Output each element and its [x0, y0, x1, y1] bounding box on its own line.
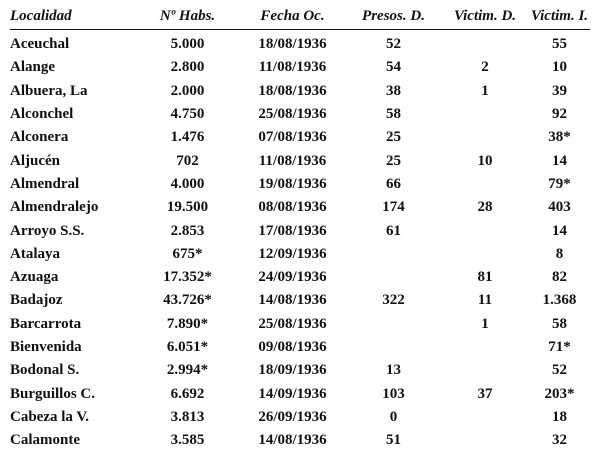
cell-fecha: 14/08/1936	[258, 292, 327, 309]
cell-habitantes: 19.500	[166, 199, 209, 216]
cell-habitantes: 4.750	[170, 106, 205, 123]
cell-victimas-i: 14	[552, 152, 567, 169]
cell-fecha: 25/08/1936	[258, 315, 327, 332]
cell-fecha: 14/09/1936	[258, 385, 327, 402]
cell-habitantes: 1.476	[170, 129, 205, 146]
cell-localidad: Badajoz	[10, 292, 63, 309]
cell-victimas-i: 8	[555, 245, 564, 262]
cell-presos: 38	[386, 82, 401, 99]
table-row	[10, 406, 590, 429]
cell-habitantes: 4.000	[170, 175, 205, 192]
header-localidad: Localidad	[10, 8, 72, 24]
cell-localidad: Almendral	[10, 175, 80, 192]
cell-fecha: 18/08/1936	[258, 82, 327, 99]
table-row	[10, 429, 590, 452]
cell-localidad: Alconchel	[10, 106, 74, 123]
header-victimas-d: Victim. D.	[453, 8, 517, 24]
table-header	[10, 6, 590, 27]
cell-victimas-d: 10	[477, 152, 493, 169]
cell-localidad: Burguillos C.	[10, 385, 96, 402]
cell-habitantes: 2.994*	[166, 362, 209, 379]
cell-fecha: 24/09/1936	[258, 269, 327, 286]
cell-localidad: Azuaga	[10, 269, 59, 286]
cell-localidad: Arroyo S.S.	[10, 222, 85, 239]
cell-habitantes: 5.000	[170, 36, 205, 53]
table-row	[10, 313, 590, 336]
cell-presos: 25	[386, 152, 401, 169]
cell-presos: 322	[382, 292, 405, 309]
cell-victimas-i: 71*	[548, 339, 571, 355]
cell-victimas-d: 2	[481, 59, 489, 76]
cell-localidad: Barcarrota	[10, 315, 82, 332]
header-divider	[10, 29, 590, 30]
cell-localidad: Cabeza la V.	[10, 408, 90, 425]
header-victimas-i: Victim. I.	[530, 8, 589, 24]
cell-presos: 66	[386, 175, 401, 192]
cell-victimas-i: 79*	[548, 175, 571, 192]
cell-victimas-d: 1	[481, 315, 489, 332]
cell-victimas-i: 82	[552, 269, 567, 286]
cell-victimas-i: 38*	[548, 129, 571, 146]
cell-habitantes: 6.051*	[166, 339, 209, 355]
table-row	[10, 126, 590, 149]
table-row	[10, 173, 590, 196]
cell-habitantes: 2.000	[170, 82, 205, 99]
cell-habitantes: 17.352*	[163, 269, 212, 286]
cell-habitantes: 2.853	[170, 222, 205, 239]
cell-victimas-d: 81	[477, 269, 493, 286]
cell-fecha: 14/08/1936	[258, 432, 327, 449]
cell-victimas-d: 37	[477, 385, 493, 402]
cell-victimas-i: 52	[552, 362, 567, 379]
cell-victimas-i: 18	[552, 408, 567, 425]
cell-fecha: 11/08/1936	[258, 152, 327, 169]
cell-victimas-d: 28	[477, 199, 493, 216]
cell-localidad: Bodonal S.	[10, 362, 80, 379]
cell-presos: 13	[386, 362, 401, 379]
table-row	[10, 80, 590, 103]
cell-victimas-i: 203*	[544, 385, 575, 402]
table-row	[10, 149, 590, 172]
table-row	[10, 359, 590, 382]
cell-habitantes: 7.890*	[166, 315, 209, 332]
cell-habitantes: 3.813	[170, 408, 205, 425]
table-row	[10, 336, 590, 359]
cell-fecha: 18/09/1936	[258, 362, 327, 379]
cell-habitantes: 3.585	[170, 432, 205, 449]
cell-victimas-i: 32	[552, 432, 567, 449]
cell-localidad: Alconera	[10, 129, 69, 146]
table-row	[10, 196, 590, 219]
cell-presos: 174	[382, 199, 405, 216]
cell-fecha: 12/09/1936	[258, 245, 327, 262]
cell-presos: 58	[386, 106, 401, 123]
cell-victimas-d: 11	[477, 292, 493, 309]
cell-localidad: Bienvenida	[10, 339, 82, 355]
cell-fecha: 08/08/1936	[258, 199, 327, 216]
cell-habitantes: 702	[176, 152, 199, 169]
cell-presos: 52	[386, 36, 401, 53]
cell-presos: 54	[386, 59, 401, 76]
cell-fecha: 19/08/1936	[258, 175, 327, 192]
table-row	[10, 243, 590, 266]
cell-habitantes: 43.726*	[163, 292, 212, 309]
cell-localidad: Atalaya	[10, 245, 60, 262]
cell-fecha: 26/09/1936	[258, 408, 327, 425]
cell-fecha: 25/08/1936	[258, 106, 327, 123]
table-row	[10, 56, 590, 79]
cell-habitantes: 675*	[172, 245, 203, 262]
cell-presos: 103	[382, 385, 405, 402]
cell-victimas-i: 39	[552, 82, 567, 99]
cell-habitantes: 2.800	[170, 59, 205, 76]
cell-fecha: 18/08/1936	[258, 36, 327, 53]
table-row	[10, 266, 590, 289]
cell-presos: 61	[386, 222, 401, 239]
cell-presos: 0	[389, 408, 398, 425]
header-habitantes: Nº Habs.	[159, 8, 216, 24]
cell-victimas-i: 403	[548, 199, 571, 216]
cell-victimas-i: 92	[552, 106, 567, 123]
cell-localidad: Aljucén	[10, 152, 60, 169]
table-row	[10, 33, 590, 56]
cell-fecha: 07/08/1936	[258, 129, 327, 146]
cell-presos: 25	[386, 129, 401, 146]
cell-fecha: 11/08/1936	[258, 59, 327, 76]
table-row	[10, 382, 590, 405]
cell-victimas-i: 14	[552, 222, 567, 239]
header-fecha: Fecha Oc.	[260, 8, 325, 24]
table-row	[10, 103, 590, 126]
cell-fecha: 17/08/1936	[258, 222, 327, 239]
table-body	[10, 33, 590, 452]
table-row	[10, 289, 590, 312]
cell-victimas-d: 1	[481, 82, 489, 99]
header-presos: Presos. D.	[362, 8, 425, 24]
cell-fecha: 09/08/1936	[258, 339, 327, 355]
cell-victimas-i: 55	[552, 36, 567, 53]
cell-localidad: Almendralejo	[10, 199, 99, 216]
cell-localidad: Albuera, La	[10, 82, 88, 99]
table-row	[10, 219, 590, 242]
cell-victimas-i: 10	[552, 59, 567, 76]
cell-presos: 51	[386, 432, 401, 449]
cell-localidad: Aceuchal	[10, 36, 70, 53]
cell-localidad: Alange	[10, 59, 55, 76]
cell-victimas-i: 58	[552, 315, 567, 332]
cell-localidad: Calamonte	[10, 432, 80, 449]
cell-habitantes: 6.692	[170, 385, 205, 402]
cell-victimas-i: 1.368	[542, 292, 577, 309]
